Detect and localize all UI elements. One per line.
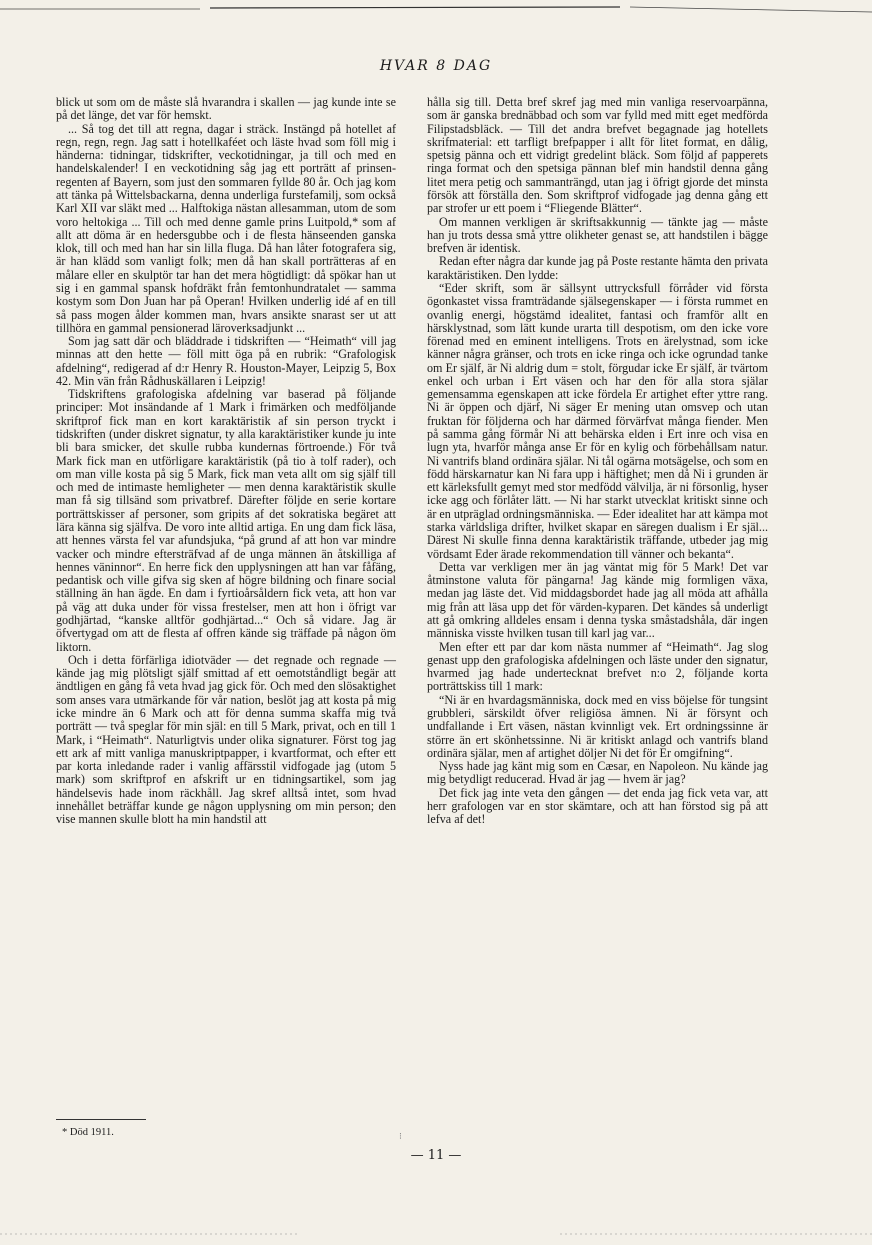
page-number: — 11 — <box>410 1148 462 1163</box>
paragraph: Redan efter några dar kunde jag på Poste restante hämta den privata karaktäristiken. Den lydde: <box>427 254 768 282</box>
running-header: HVAR 8 DAG <box>379 58 493 74</box>
paragraph: Det fick jag inte veta den gången — det enda jag fick veta var, att herr grafologen var en stor skämtare, och att han förstod sig på att lefva af det! <box>427 785 768 827</box>
bottom-edge-marks <box>0 1229 872 1239</box>
footnote: * Död 1911. <box>62 1127 114 1138</box>
left-column <box>56 96 396 826</box>
paragraph: Om mannen verkligen är skriftsakkunnig — tänkte jag — måste han ju trots dessa små yttre olikheter genast se, att handstilen i bägge brefven är identisk. <box>427 214 768 256</box>
top-decorative-rule <box>0 3 872 13</box>
paragraph: ... Så tog det till att regna, dagar i sträck. Instängd på hotellet af regn, regn, regn. Jag satt i hotellkaféet och läste hvad som föll mig i händerna: tidningar, tidskrifter, veckotidningar, ja till och med en handelskalender! I en veckotidning såg jag ett porträtt af prinsen-regenten af Bayern, som just den sommaren fyllde 80 år. Och jag kom att tänka på Wittelsbackarna, denna underliga furstefamilj, som också Karl XII var släkt med ... Halftokiga nästan allesamman, utom de som voro heltokiga ... Till och med denne gamle prins Luitpold,* som af allt att döma är en hedersgubbe och i de flesta hänseenden ganska klok, till och med han har sin lilla fluga. Då han låter fotografera sig, är han klädd som vanligt folk; men då han skall porträtteras af en målare eller en skulptör tar han det mera högtidligt: då spökar han ut sig i en gammal spansk hofdräkt från femtonhundratalet — samma kostym som Don Juan har på Operan! Hvilken underlig idé af en till så pass mogen ålder kommen man, hvars ansikte snarast ser ut att tillhöra en gammal pensionerad läroverksadjunkt ... <box>56 121 396 335</box>
paragraph: blick ut som om de måste slå hvarandra i skallen — jag kunde inte se på det länge, det var för hemskt. <box>56 95 396 123</box>
footnote-rule <box>56 1119 146 1120</box>
paragraph: Detta var verkligen mer än jag väntat mig för 5 Mark! Det var åtminstone valuta för pängarna! Jag kände mig formligen växa, medan jag läste det. Vid middagsbordet hade jag all möda att afhålla mig från att läsa upp det för värden-kyparen. Det kändes så underligt att gå omkring alldeles ensam i denna tyska småstadshåla, där ingen människa visste hvilken tusan till karl jag var... <box>427 559 768 641</box>
paragraph: “Ni är en hvardagsmänniska, dock med en viss böjelse för tungsint grubbleri, särskildt öfver religiösa ämnen. Ni är försynt och undfallande i Ert väsen, nästan kvinnligt vek. Ert ordningssinne är större än ert skönhetssinne. Ni är kritiskt anlagd och vantrifs bland ordinära själar, men af artighet döljer Ni det för Er omgifning“. <box>427 692 768 760</box>
right-column <box>427 96 768 826</box>
paragraph: “Eder skrift, som är sällsynt uttrycksfull förråder vid första ögonkastet vissa framträdande själsegenskaper — i första rummet en ovanlig energi, högstämd idealitet, fantasi och framför allt en härsklystnad, som lätt kunde urarta till despotism, om den icke vore förenad med en eminent intelligens. Trots en ärelystnad, som icke känner några gränser, och trots en icke ringa och icke ogrundad tanke om Er själf, är Ni aldrig dum = stolt, förgudar icke Er själf, är tvärtom enkel och urban i Ert väsen och har den för alla stora själar gemensamma egenskapen att icke fördela Er artighet efter yttre rang. Ni är öppen och djärf, Ni säger Er mening utan omsvep och utan fruktan för följderna och har därmed förvärfvat många fiender. Men på samma gång förmår Ni att behärska elden i Ert inre och visa en lugn yta, hvarför många anse Er för en kylig och förbehållsam natur. Ni vantrifs bland ordinära själar. Ni tål ogärna motsägelse, och som en född härskarnatur kan Ni fara upp i häftighet; men då Ni i grunden är ett kärleksfullt gemyt med stor medfödd välvilja, är ni försonlig, hyser icke agg och förlåter lätt. — Ni har starkt utvecklat kritiskt sinne och är en utpräglad ordningsmänniska. — Eder idealitet har att kämpa mot starka världsliga drifter, hvilket skapar en säregen dualism i Er själ... Därest Ni skulle finna denna karaktäristik träffande, utbeder jag mig vördsamt Eder ärade rekommendation till vänner och bekanta“. <box>427 280 768 561</box>
paragraph: Tidskriftens grafologiska afdelning var baserad på följande principer: Mot insändande af 1 Mark i frimärken och medföljande skriftprof fick man en kort karaktäristik af sin person tryckt i tidskriften (under diskret signatur, ty alla karaktäristiker kunde ju inte bli bara smicker, det skulle rubba kundernas förtroende.) För två Mark fick man en utförligare karaktäristik (på tio à tolf rader), och om man ville kosta på sig 5 Mark, fick man veta allt om sig själf till och med de intimaste hemligheter — men denna karaktäristik skulle man få sig tillsänd som privatbref. Därefter följde en serie kortare porträttskisser af personer, som gripits af det sokratiska begäret att lära känna sig själfva. De voro inte alltid artiga. En ung dam fick läsa, att hennes värsta fel var afundsjuka, “på grund af att hon var mindre vacker och mindre eftersträfvad af de unga männen än åtskilliga af hennes väninnor“. En herre fick den upplysningen att han var fåfäng, pedantisk och ville gifva sig sken af högre bildning och finare social ställning än han ägde. En dam i fyrtioårsåldern fick veta, att hon var på väg att duka under för vissa frestelser, men att hon i öfrigt var godhjärtad, “kanske alltför godhjärtad...“ Och så vidare. Jag är öfvertygad om att de flesta af offren kände sig träffade på någon öm liktorn. <box>56 387 396 654</box>
paragraph: Men efter ett par dar kom nästa nummer af “Heimath“. Jag slog genast upp den grafologiska afdelningen och läste under den signatur, hvarmed jag hade undertecknat brefvet n:o 2, följande korta porträttskiss till 1 mark: <box>427 639 768 694</box>
margin-mark: ⁝ <box>399 1132 402 1142</box>
paragraph: Som jag satt där och bläddrade i tidskriften — “Heimath“ vill jag minnas att den hette — föll mitt öga på en rubrik: “Grafologisk afdelning“, redigerad af d:r Henry R. Houston-Mayer, Leipzig 5, Box 42. Min vän från Rådhuskällaren i Leipzig! <box>56 334 396 388</box>
paragraph: Och i detta förfärliga idiotväder — det regnade och regnade — kände jag mig plötsligt själf smittad af ett oemotståndligt begär att ändtligen en gång få veta hvad jag gick för. Och med den slösaktighet som anses vara utmärkande för vår nation, beslöt jag att kosta på mig icke mindre än 6 Mark och att för denna summa skaffa mig två porträtt — två speglar för min själ: en till 5 Mark, privat, och en till 1 Mark, i “Heimath“. Naturligtvis under olika signaturer. Först tog jag ett ark af mitt vanliga manuskriptpapper, i kvartformat, och efter ett par korta inledande rader i vanlig affärsstil vidfogade jag (utom 5 mark) som skriftprof en afskrift ur en tidningsartikel, som jag händelsevis hade inom räckhåll. Jag skref alltså intet, som hvad innehållet beträffar kunde ge någon upplysning om min person; den vise mannen skulle blott ha min handstil att <box>56 652 396 827</box>
paragraph: Nyss hade jag känt mig som en Cæsar, en Napoleon. Nu kände jag mig betydligt reducerad. Hvad är jag — hvem är jag? <box>427 759 768 787</box>
paragraph: hålla sig till. Detta bref skref jag med min vanliga reservoarpänna, som är ganska brednäbbad och som var fylld med mitt eget medförda Filipstadsbläck. — Till det andra brefvet begagnade jag hotellets skrifmaterial: ett tarfligt brefpapper i allt för litet format, en dålig, spetsig pänna och ett vidrigt gredelint bläck. Som följd af papperets ringa format och den spetsiga pännan blef min handstil denna gång litet mera petig och sammanträngd, utan jag i öfrigt gjorde det minsta försök att förställa den. Som skriftprof vidfogade jag denna gång ett par strofer ur ett poem i “Fliegende Blätter“. <box>427 95 768 216</box>
